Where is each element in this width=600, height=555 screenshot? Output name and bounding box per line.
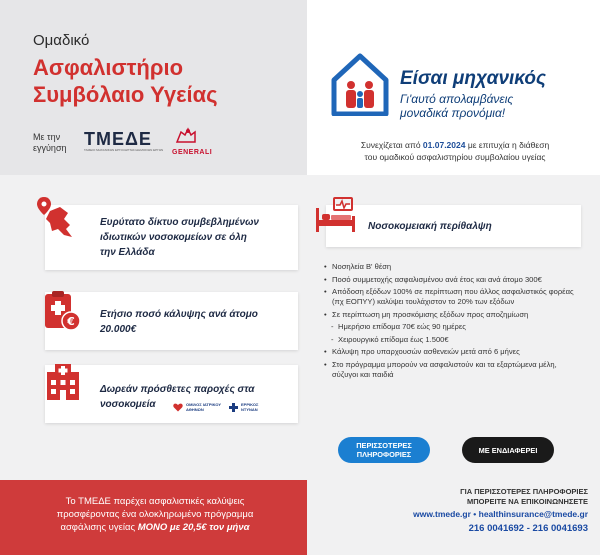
list-item: • Απόδοση εξόδων 100% σε περίπτωση που άλλος ασφαλιστικός φορέας (πχ ΕΟΠΥΥ) καλύψει τουλάχιστον το 20% των εξόδων [324,287,574,307]
heart-icon [173,403,183,412]
partner-logos [173,402,258,412]
hospital-coverage-list [324,262,574,382]
errikos-ntynan-line-1: ΕΡΡΙΚΟΣ [241,402,259,407]
list-item: • Νοσηλεία Β' θέση [324,262,574,272]
continuation-date: 01.07.2024 [422,140,466,150]
guarantee-label [33,132,67,154]
coverage-text-line-1: Ετήσιο ποσό κάλυψης ανά άτομο [100,309,258,320]
svg-text:€: € [67,315,75,328]
extras-text-line-1: Δωρεάν πρόσθετες παροχές στα [100,384,255,395]
more-info-label-2: ΠΛΗΡΟΦΟΡΙΕΣ [356,450,412,459]
promo-headline: Είσαι μηχανικός [400,68,547,89]
interested-button[interactable]: ΜΕ ΕΝΔΙΑΦΕΡΕΙ [462,437,554,463]
footer-promo-line-3 [20,521,290,534]
network-text-line-1: Ευρύτατο δίκτυο συμβεβλημένων [100,217,259,228]
errikos-ntynan-logo [229,402,258,412]
coverage-text [100,307,258,337]
page-title [33,54,218,108]
coverage-text-line-2: 20.000€ [100,324,137,335]
continuation-suffix: με επιτυχία η διάθεση [465,140,550,150]
promo-subline-1: Γι'αυτό απολαμβάνεις [400,92,514,106]
extras-text-line-2: νοσοκομεία [100,399,156,410]
title-line-2: Συμβόλαιο Υγείας [33,82,218,107]
pre-title: Ομαδικό [33,32,90,49]
hospital-building-icon [45,362,81,402]
continuation-line-2: του ομαδικού ασφαλιστηρίου συμβολαίου υγείας [364,152,546,162]
guarantee-label-line-1: Με την [33,132,61,142]
footer-promo-line-2: προσφέροντας ένα ολοκληρωμένο πρόγραμμα [56,509,254,520]
email-link[interactable]: healthinsurance@tmede.gr [478,509,588,519]
list-item: • Κάλυψη προ υπαρχουσών ασθενειών μετά από 6 μήνες [324,347,574,357]
more-info-button[interactable] [338,437,430,463]
iatriko-athinon-text [186,402,221,412]
generali-logo [172,126,213,156]
family-house-icon [330,52,390,116]
website-link[interactable]: www.tmede.gr [413,509,471,519]
footer-promo-panel [0,480,307,555]
phone-numbers[interactable]: 216 0041692 - 216 0041693 [468,523,588,534]
list-item: • Ποσό συμμετοχής ασφαλισμένου ανά έτος και ανά άτομο 300€ [324,275,574,285]
network-text-line-2: ιδιωτικών νοσοκομείων σε όλη [100,232,247,243]
generali-logo-text: GENERALI [172,149,213,156]
promo-subline-2: μοναδικά προνόμια! [400,106,506,120]
continuation-prefix: Συνεχίζεται από [360,140,423,150]
contact-links [318,509,588,519]
footer-promo-line-1: Το ΤΜΕΔΕ παρέχει ασφαλιστικές καλύψεις [65,496,245,507]
hospital-bed-icon [314,196,358,240]
list-item: - Χειρουργικό επίδομα έως 1.500€ [324,335,574,345]
footer-promo-text [20,495,290,534]
list-item: • Σε περίπτωση μη προσκόμισης εξόδων προς αποζημίωση [324,310,574,320]
network-text [100,215,259,260]
tmede-logo-subtext: ΤΑΜΕΙΟ ΜΗΧΑΝΙΚΩΝ ΕΡΓΟΛΗΠΤΩΝ ΔΗΜΟΣΙΩΝ ΕΡΓΩΝ [84,148,164,152]
promo-subline [400,92,513,120]
errikos-ntynan-line-2: ΝΤΥΝΑΝ [241,407,258,412]
iatriko-athinon-line-1: ΟΜΙΛΟΣ ΙΑΤΡΙΚΟΥ [186,402,222,407]
contact-title-line-1: ΓΙΑ ΠΕΡΙΣΣΟΤΕΡΕΣ ΠΛΗΡΟΦΟΡΙΕΣ [460,487,588,496]
medical-clipboard-euro-icon [42,290,82,332]
tmede-logo [84,130,164,152]
tmede-logo-text: ΤΜΕΔΕ [84,129,152,149]
list-item: • Στο πρόγραμμα μπορούν να ασφαλιστούν και τα εξαρτώμενα μέλη, σύζυγοι και παιδιά [324,360,574,380]
contact-title-line-2: ΜΠΟΡΕΙΤΕ ΝΑ ΕΠΙΚΟΙΝΩΝΗΣΕΤΕ [466,497,588,506]
list-item: - Ημερήσιο επίδομα 70€ εώς 90 ημέρες [324,322,574,332]
errikos-ntynan-text [241,402,258,412]
red-cross-icon [229,403,238,412]
guarantee-label-line-2: εγγύηση [33,143,67,153]
iatriko-athinon-logo [173,402,221,412]
contact-title [318,487,588,507]
link-separator: • [470,509,479,519]
greece-map-pin-icon [36,195,86,243]
title-line-1: Ασφαλιστήριο [33,55,184,80]
iatriko-athinon-line-2: ΑΘΗΝΩΝ [186,407,204,412]
network-text-line-3: την Ελλάδα [100,247,155,258]
footer-promo-line-3-prefix: ασφάλισης υγείας [60,522,138,533]
hospital-care-title: Νοσοκομειακή περίθαλψη [368,221,492,232]
lion-icon [173,126,199,144]
more-info-label-1: ΠΕΡΙΣΣΟΤΕΡΕΣ [356,441,412,450]
footer-price: ΜΟΝΟ με 20,5€ τον μήνα [137,522,250,533]
continuation-notice [314,139,596,163]
